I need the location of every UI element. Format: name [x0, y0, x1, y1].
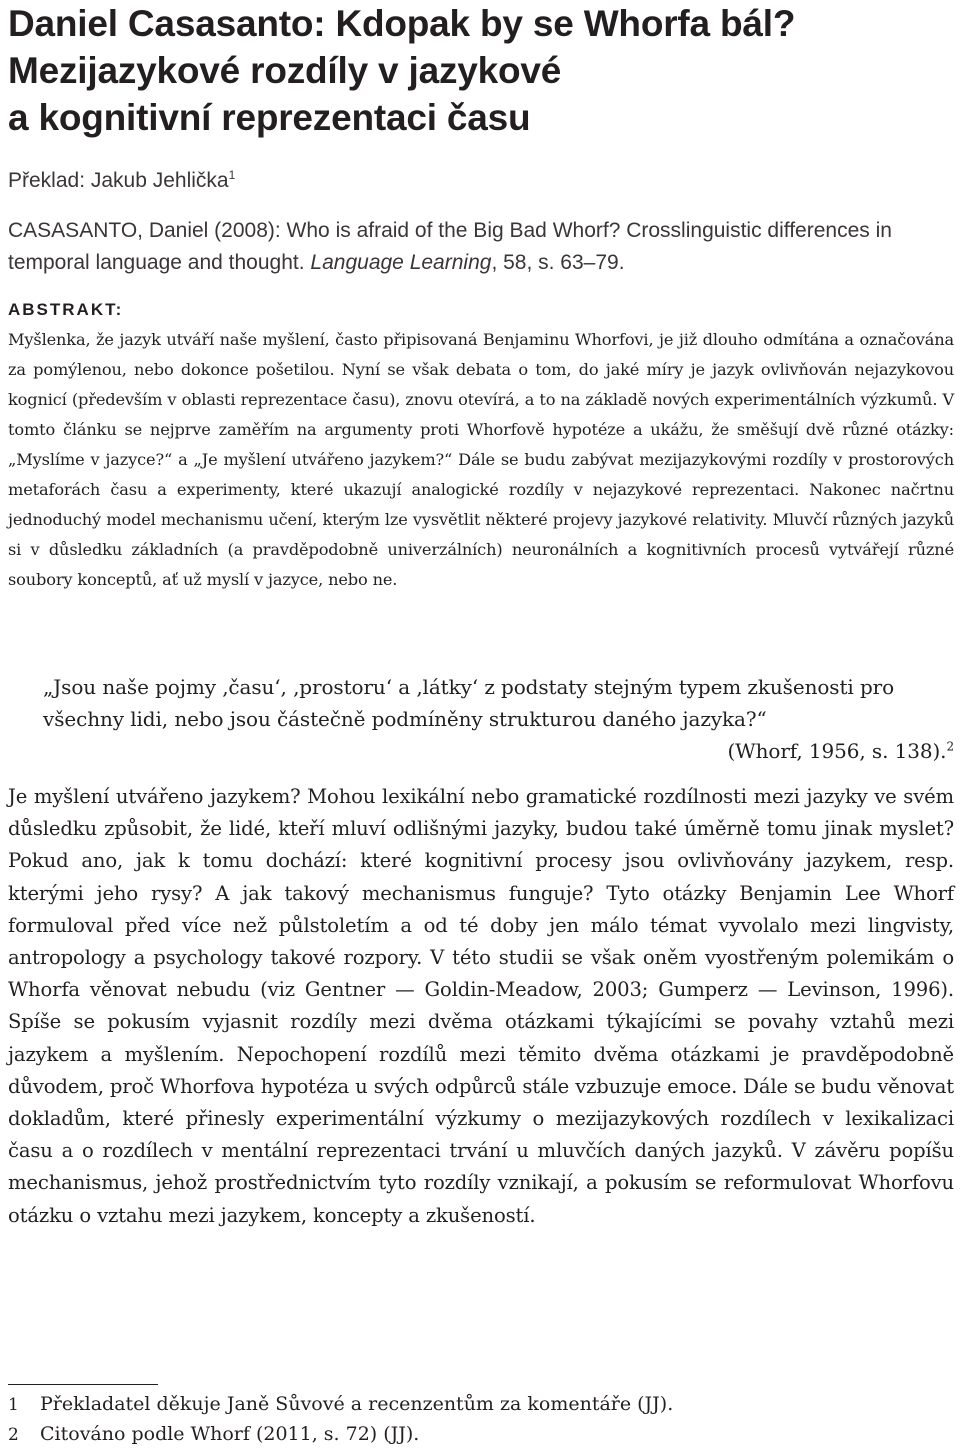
title-line: Mezijazykové rozdíly v jazykové [8, 50, 562, 91]
epigraph-quote [43, 671, 954, 767]
title-line: Daniel Casasanto: Kdopak by se Whorfa bál? [8, 3, 796, 44]
footnote-divider [8, 1384, 158, 1385]
quote-source [43, 735, 954, 767]
title-line: a kognitivní reprezentaci času [8, 97, 531, 138]
abstract-text: Myšlenka, že jazyk utváří naše myšlení, často připisovaná Benjaminu Whorfovi, je již dlouho odmítána a označována za pomýlenou, nebo dokonce pošetilou. Nyní se však debata o tom, do jaké míry je jazyk ovlivňován nejazykovou kognicí (především v oblasti reprezentace času), znovu otevírá, a to na základě nových experimentálních výzkumů. V tomto článku se nejprve zaměřím na argumenty proti Whorfově hypotéze a ukážu, že směšují dvě různé otázky: „Myslíme v jazyce?“ a „Je myšlení utvářeno jazykem?“ Dále se budu zabývat mezijazykovými rozdíly v prostorových metaforách času a experimenty, které ukazují analogické rozdíly v nejazykové reprezentaci. Nakonec načrtnu jednoduchý model mechanismu učení, kterým lze vysvětlit některé projevy jazykové relativity. Mluvčí různých jazyků si v důsledku základních (a pravděpodobně univerzálních) neuronálních a kognitivních procesů vytvářejí různé soubory konceptů, ať už myslí v jazyce, nebo ne. [8, 330, 954, 589]
article-title [8, 0, 954, 141]
footnote-item [8, 1390, 954, 1420]
citation-pages: , 58, s. 63–79. [491, 251, 625, 274]
citation-text: CASASANTO, Daniel (2008): Who is afraid of the Big Bad Whorf? Crosslinguistic differences in temporal language and thought. [8, 219, 892, 274]
article-page [8, 0, 954, 1232]
abstract-heading: ABSTRAKT: [8, 300, 124, 319]
footnote-item [8, 1420, 954, 1450]
translator-line [8, 167, 954, 195]
footnote-text: Překladatel děkuje Janě Sůvové a recenzentům za komentáře (JJ). [40, 1393, 674, 1415]
citation-journal: Language Learning [310, 251, 492, 274]
body-paragraph: Je myšlení utvářeno jazykem? Mohou lexikální nebo gramatické rozdílnosti mezi jazyky ve svém důsledku způsobit, že lidé, kteří mluví odlišnými jazyky, budou také úměrně tomu jinak myslet? Pokud ano, jak k tomu dochází: které kognitivní procesy jsou ovlivňovány jazykem, resp. kterými jeho rysy? A jak takový mechanismus funguje? Tyto otázky Benjamin Lee Whorf formuloval před více než půlstoletím a od té doby jen málo témat vyvolalo mezi lingvisty, antropology a psychology takové rozpory. V této studii se však oněm vyostřeným polemikám o Whorfa věnovat nebudu (viz Gentner — Goldin-Meadow, 2003; Gumperz — Levinson, 1996). Spíše se pokusím vyjasnit rozdíly mezi dvěma otázkami týkajícími se povahy vztahů mezi jazykem a myšlením. Nepochopení rozdílů mezi těmito dvěma otázkami je pravděpodobně důvodem, proč Whorfova hypotéza u svých odpůrců stále vzbuzuje emoce. Dále se budu věnovat dokladům, které přinesly experimentální výzkumy o mezijazykových rozdílech v lexikalizaci času a o rozdílech v mentální reprezentaci trvání u mluvčích daných jazyků. V závěru popíšu mechanismus, jehož prostřednictvím tyto rozdíly vznikají, a pokusím se reformulovat Whorfovu otázku o vztahu mezi jazykem, koncepty a zkušeností. [8, 785, 954, 1227]
footnote-ref: 1 [228, 168, 236, 182]
quote-source-text: (Whorf, 1956, s. 138). [727, 739, 947, 763]
footnote-text: Citováno podle Whorf (2011, s. 72) (JJ). [40, 1423, 420, 1445]
footnote-ref: 2 [946, 739, 954, 754]
footnotes [8, 1390, 954, 1450]
quote-text: „Jsou naše pojmy ‚času‘, ‚prostoru‘ a ‚látky‘ z podstaty stejným typem zkušenosti pro všechny lidi, nebo jsou částečně podmíněny strukturou daného jazyka?“ [43, 675, 895, 731]
translator-text: Překlad: Jakub Jehlička [8, 169, 229, 192]
footnote-number: 1 [8, 1395, 19, 1415]
footnote-number: 2 [8, 1425, 19, 1445]
source-citation [8, 215, 954, 279]
